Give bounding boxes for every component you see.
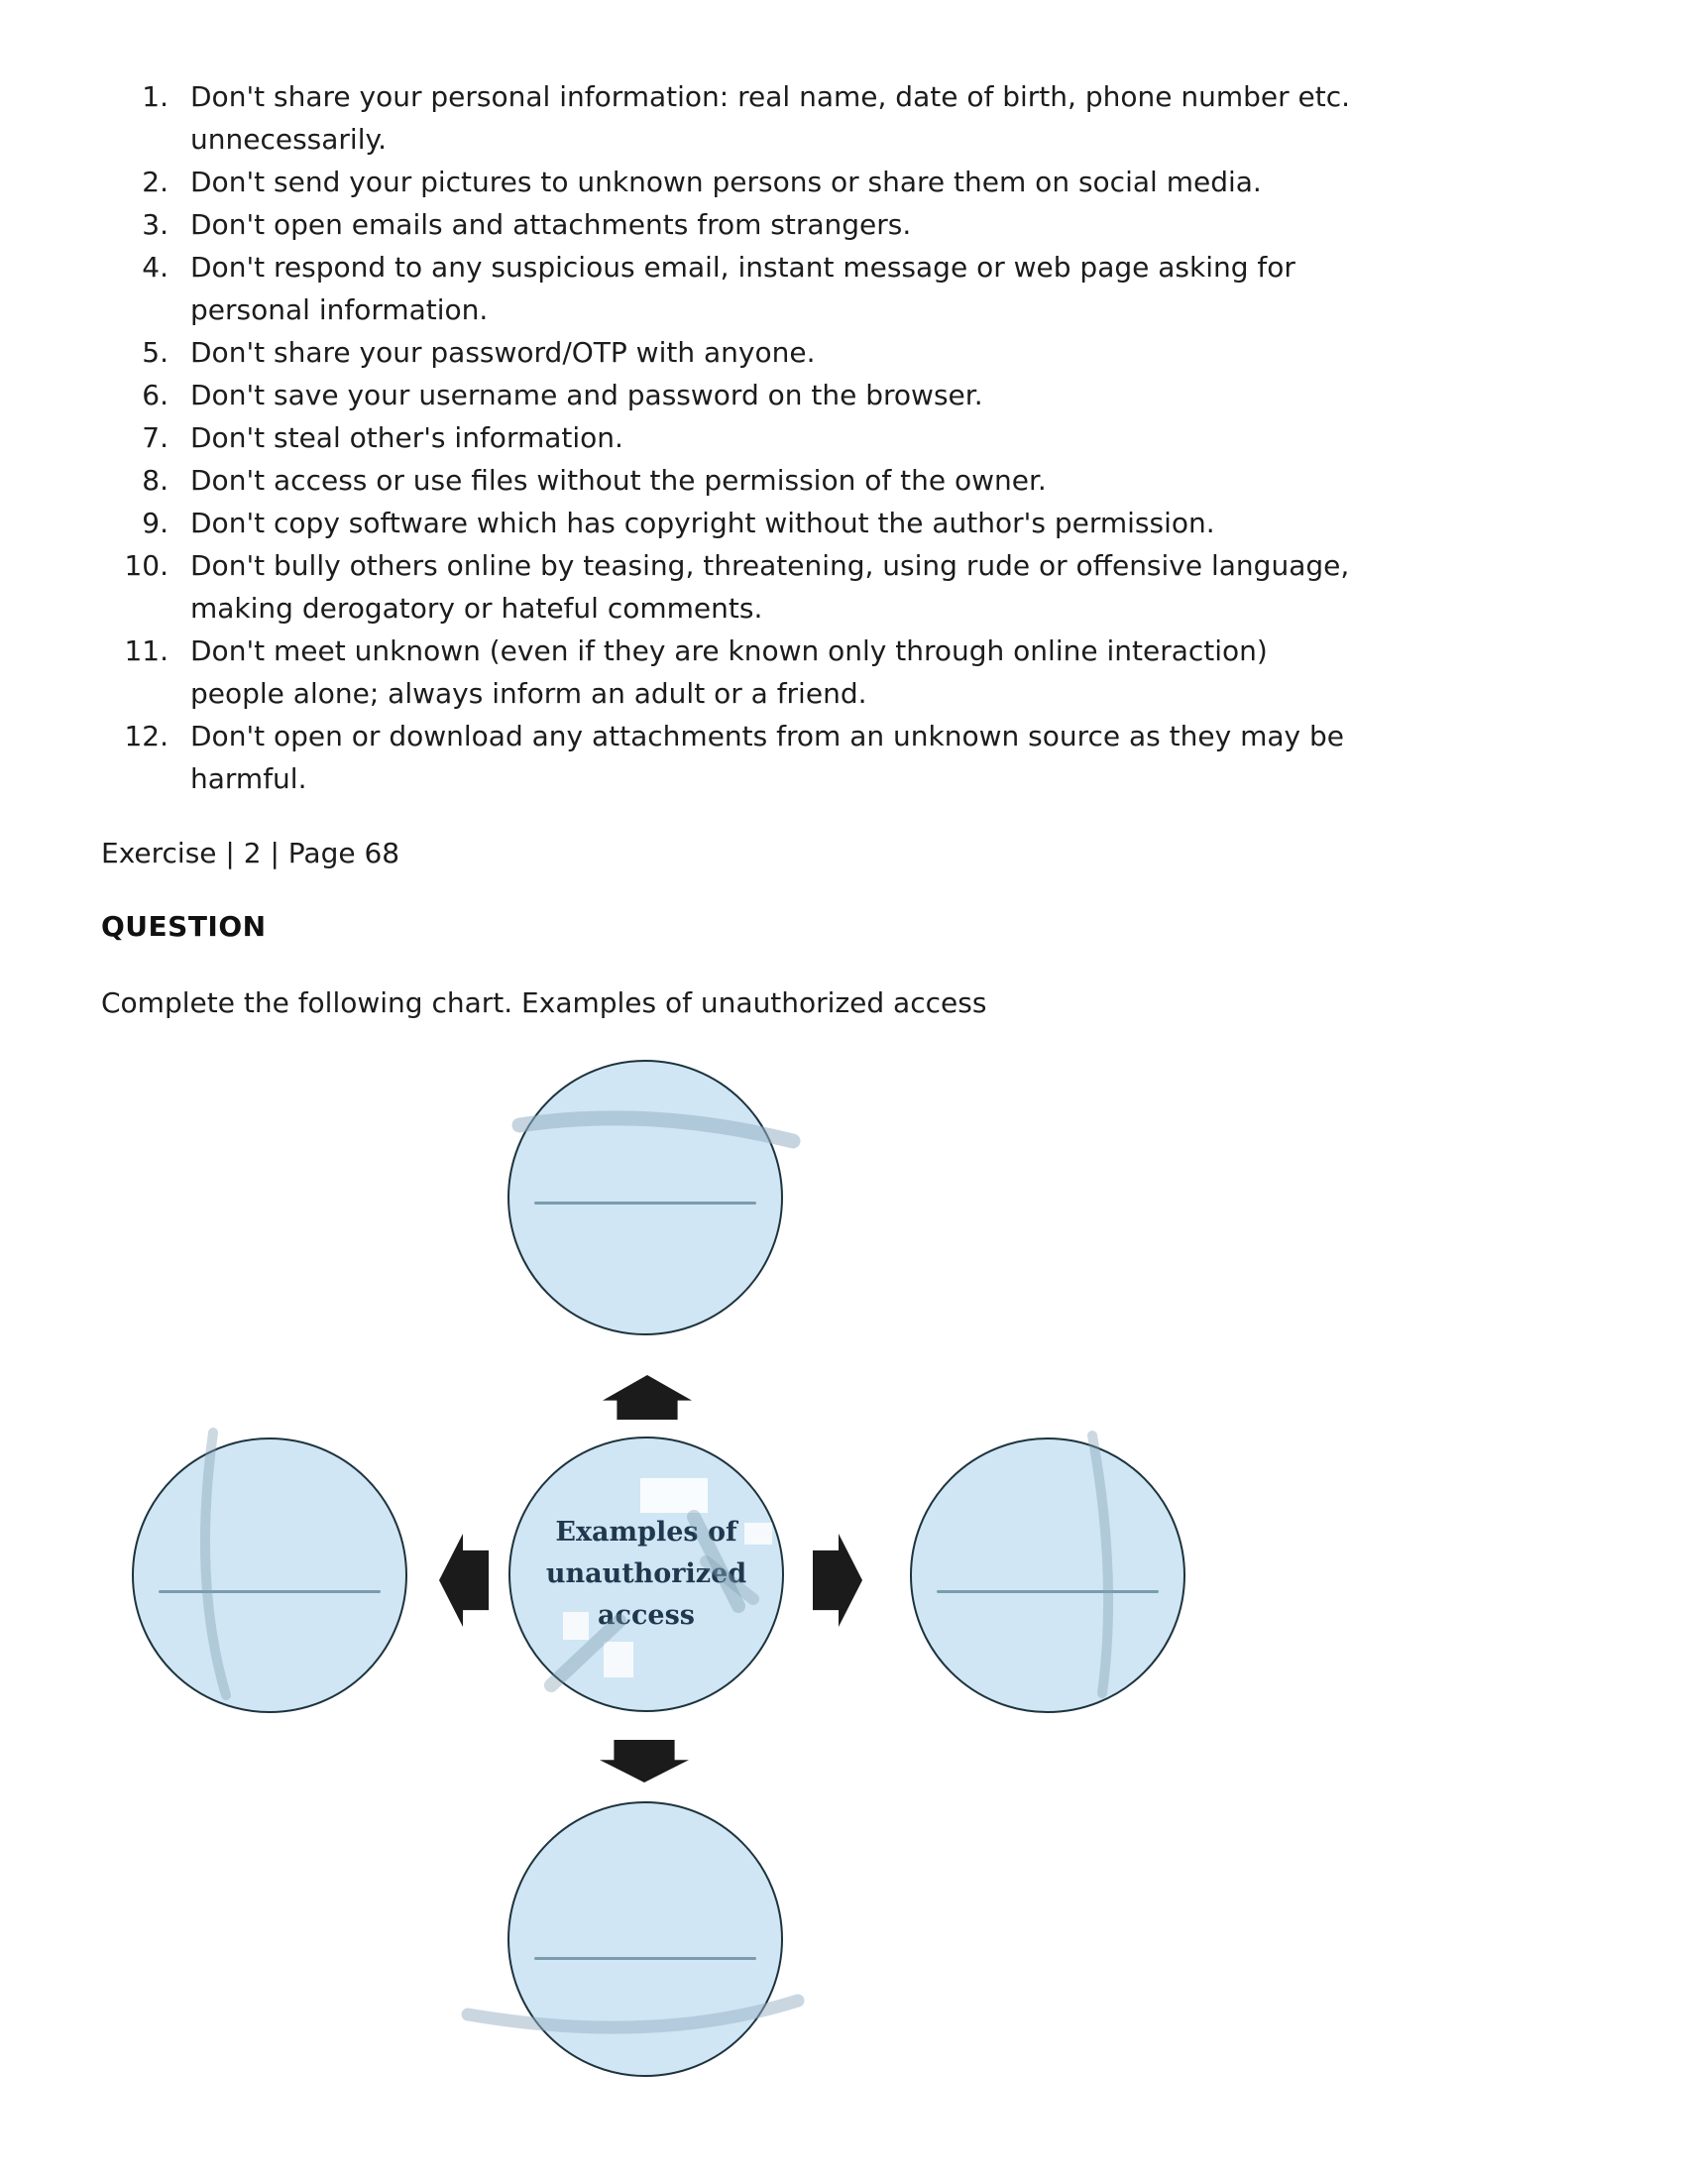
list-item xyxy=(101,374,1688,416)
list-item xyxy=(101,715,1688,800)
list-item-text: Don't save your username and password on the browser. xyxy=(190,379,983,411)
list-item-number: 1. xyxy=(142,80,169,113)
center-label: Examples of unauthorized access xyxy=(545,1517,747,1631)
list-item-number: 12. xyxy=(124,720,169,752)
list-item-text: Don't respond to any suspicious email, instant message or web page asking for personal information. xyxy=(190,251,1295,326)
arrow-left-icon xyxy=(439,1534,489,1627)
arrow-down-icon xyxy=(600,1740,689,1782)
list-item-number: 8. xyxy=(142,464,169,497)
blank-line-right xyxy=(937,1590,1159,1593)
node-circle-left xyxy=(132,1437,407,1713)
text-content xyxy=(101,75,1688,1024)
arrow-right-icon xyxy=(813,1534,862,1627)
list-item-text: Don't meet unknown (even if they are known only through online interaction) people alone; always inform an adult or a friend. xyxy=(190,634,1268,710)
node-circle-top xyxy=(507,1060,783,1335)
list-item-number: 3. xyxy=(142,208,169,241)
list-item-number: 2. xyxy=(142,166,169,198)
node-circle-bottom xyxy=(507,1801,783,2077)
list-item xyxy=(101,203,1688,246)
question-text: Complete the following chart. Examples of unauthorized access xyxy=(101,986,987,1019)
list-item-number: 5. xyxy=(142,336,169,369)
list-item-number: 11. xyxy=(124,634,169,667)
list-item-text: Don't bully others online by teasing, threatening, using rude or offensive language, making derogatory or hateful comments. xyxy=(190,549,1350,625)
list-item-number: 7. xyxy=(142,421,169,454)
list-item xyxy=(101,544,1688,630)
dont-list xyxy=(101,75,1688,800)
list-item-number: 9. xyxy=(142,507,169,539)
node-circle-center xyxy=(508,1437,784,1712)
list-item xyxy=(101,416,1688,459)
list-item-text: Don't share your personal information: real name, date of birth, phone number etc. unnecessarily. xyxy=(190,80,1351,156)
question-heading: QUESTION xyxy=(101,910,267,943)
node-circle-right xyxy=(910,1437,1185,1713)
list-item-text: Don't steal other's information. xyxy=(190,421,623,454)
blank-line-left xyxy=(159,1590,381,1593)
list-item-number: 6. xyxy=(142,379,169,411)
list-item-text: Don't access or use files without the permission of the owner. xyxy=(190,464,1047,497)
list-item-text: Don't share your password/OTP with anyone. xyxy=(190,336,816,369)
breadcrumb: Exercise | 2 | Page 68 xyxy=(101,837,400,869)
list-item-text: Don't open or download any attachments from an unknown source as they may be harmful. xyxy=(190,720,1344,795)
list-item-text: Don't open emails and attachments from strangers. xyxy=(190,208,912,241)
list-item-text: Don't copy software which has copyright without the author's permission. xyxy=(190,507,1215,539)
arrow-up-icon xyxy=(603,1375,692,1420)
list-item xyxy=(101,630,1688,715)
list-item xyxy=(101,502,1688,544)
blank-line-bottom xyxy=(534,1957,756,1960)
list-item xyxy=(101,75,1688,161)
blank-line-top xyxy=(534,1202,756,1205)
center-label-wrap xyxy=(510,1438,782,1710)
list-item xyxy=(101,331,1688,374)
unauthorized-access-diagram xyxy=(0,1051,1688,2184)
list-item-number: 4. xyxy=(142,251,169,284)
list-item-text: Don't send your pictures to unknown persons or share them on social media. xyxy=(190,166,1262,198)
list-item xyxy=(101,161,1688,203)
list-item xyxy=(101,459,1688,502)
list-item xyxy=(101,246,1688,331)
list-item-number: 10. xyxy=(124,549,169,582)
